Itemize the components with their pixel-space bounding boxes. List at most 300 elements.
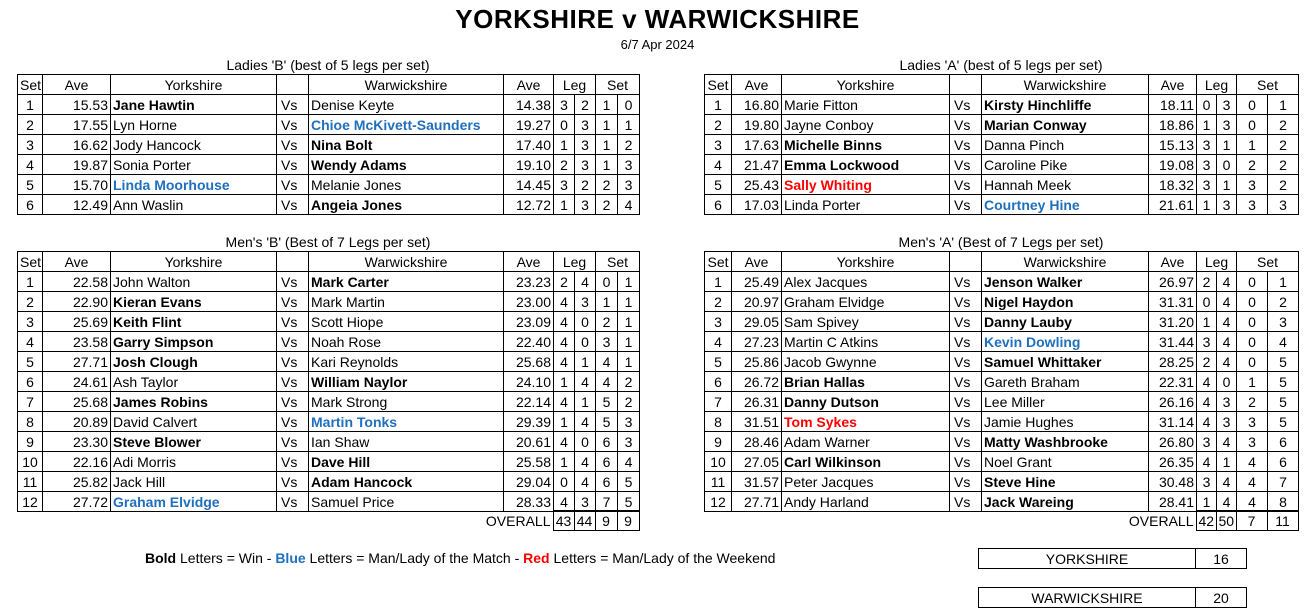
leg-yorkshire: 1 <box>554 135 575 155</box>
set-yorkshire: 3 <box>1237 412 1268 432</box>
set-number: 2 <box>705 292 732 312</box>
header-yorkshire: Yorkshire <box>111 75 277 95</box>
warwickshire-average: 20.61 <box>504 432 554 452</box>
header-leg: Leg <box>554 75 596 95</box>
set-number: 11 <box>705 472 732 492</box>
yorkshire-average: 23.58 <box>43 332 111 352</box>
vs-label: Vs <box>277 352 309 372</box>
set-warwickshire: 2 <box>618 392 640 412</box>
header-row <box>18 252 640 272</box>
leg-yorkshire: 4 <box>1197 452 1217 472</box>
yorkshire-player: Lyn Horne <box>111 115 277 135</box>
leg-yorkshire: 3 <box>1197 472 1217 492</box>
warwickshire-average: 15.13 <box>1149 135 1197 155</box>
set-number: 6 <box>705 372 732 392</box>
set-yorkshire: 1 <box>596 292 618 312</box>
vs-label: Vs <box>950 175 982 195</box>
total-score: 16 <box>1196 549 1247 569</box>
warwickshire-average: 25.68 <box>504 352 554 372</box>
set-warwickshire: 7 <box>1268 472 1299 492</box>
yorkshire-average: 22.16 <box>43 452 111 472</box>
warwickshire-player: Kirsty Hinchliffe <box>982 95 1149 115</box>
header-warwickshire: Warwickshire <box>982 75 1149 95</box>
set-warwickshire: 8 <box>1268 492 1299 512</box>
vs-label: Vs <box>950 155 982 175</box>
total-team-name: WARWICKSHIRE <box>979 588 1196 608</box>
warwickshire-player: Mark Carter <box>309 272 504 292</box>
header-set: Set <box>705 252 732 272</box>
warwickshire-average: 28.41 <box>1149 492 1197 512</box>
yorkshire-average: 25.86 <box>732 352 782 372</box>
leg-yorkshire: 1 <box>554 195 575 215</box>
warwickshire-average: 31.44 <box>1149 332 1197 352</box>
leg-yorkshire: 4 <box>554 312 575 332</box>
legend-red: Red <box>523 550 550 566</box>
vs-label: Vs <box>277 175 309 195</box>
warwickshire-player: Chioe McKivett-Saunders <box>309 115 504 135</box>
set-warwickshire: 3 <box>618 432 640 452</box>
yorkshire-average: 17.03 <box>732 195 782 215</box>
vs-label: Vs <box>950 472 982 492</box>
vs-label: Vs <box>277 492 309 512</box>
leg-yorkshire: 3 <box>554 95 575 115</box>
set-yorkshire: 3 <box>1237 195 1268 215</box>
warwickshire-average: 21.61 <box>1149 195 1197 215</box>
leg-yorkshire: 4 <box>1197 372 1217 392</box>
legend-blue-text: Letters = Man/Lady of the Match - <box>305 550 524 566</box>
warwickshire-average: 31.31 <box>1149 292 1197 312</box>
warwickshire-player: Melanie Jones <box>309 175 504 195</box>
leg-warwickshire: 4 <box>1217 492 1237 512</box>
vs-label: Vs <box>950 372 982 392</box>
warwickshire-average: 25.58 <box>504 452 554 472</box>
yorkshire-player: Garry Simpson <box>111 332 277 352</box>
leg-warwickshire: 3 <box>575 195 596 215</box>
set-number: 12 <box>18 492 43 512</box>
leg-yorkshire: 4 <box>554 332 575 352</box>
warwickshire-player: Martin Tonks <box>309 412 504 432</box>
leg-warwickshire: 3 <box>1217 392 1237 412</box>
set-number: 12 <box>705 492 732 512</box>
header-vs-blank <box>277 252 309 272</box>
warwickshire-player: Denise Keyte <box>309 95 504 115</box>
leg-warwickshire: 3 <box>1217 195 1237 215</box>
set-warwickshire: 5 <box>1268 412 1299 432</box>
header-leg: Leg <box>554 252 596 272</box>
vs-label: Vs <box>277 195 309 215</box>
set-number: 10 <box>18 452 43 472</box>
yorkshire-average: 21.47 <box>732 155 782 175</box>
yorkshire-average: 31.57 <box>732 472 782 492</box>
header-warwickshire: Warwickshire <box>309 75 504 95</box>
set-warwickshire: 3 <box>618 412 640 432</box>
overall-leg-yorkshire: 43 <box>553 511 574 531</box>
yorkshire-player: Sam Spivey <box>782 312 950 332</box>
warwickshire-player: Danny Lauby <box>982 312 1149 332</box>
yorkshire-player: Graham Elvidge <box>111 492 277 512</box>
vs-label: Vs <box>950 492 982 512</box>
warwickshire-total <box>978 587 1247 608</box>
vs-label: Vs <box>950 452 982 472</box>
warwickshire-player: Kevin Dowling <box>982 332 1149 352</box>
vs-label: Vs <box>950 135 982 155</box>
warwickshire-average: 29.39 <box>504 412 554 432</box>
leg-warwickshire: 3 <box>575 135 596 155</box>
yorkshire-player: Kieran Evans <box>111 292 277 312</box>
header-row <box>705 75 1299 95</box>
set-warwickshire: 5 <box>1268 392 1299 412</box>
set-warwickshire: 5 <box>618 492 640 512</box>
mens-a-results-table <box>704 251 1299 512</box>
set-warwickshire: 2 <box>1268 292 1299 312</box>
yorkshire-player: Sally Whiting <box>782 175 950 195</box>
table-row <box>18 155 640 175</box>
header-ave: Ave <box>1149 252 1197 272</box>
set-warwickshire: 3 <box>618 155 640 175</box>
header-set: Set <box>705 75 732 95</box>
yorkshire-player: Marie Fitton <box>782 95 950 115</box>
set-number: 1 <box>705 95 732 115</box>
vs-label: Vs <box>277 135 309 155</box>
set-number: 1 <box>18 95 43 115</box>
leg-warwickshire: 1 <box>575 352 596 372</box>
set-warwickshire: 6 <box>1268 432 1299 452</box>
leg-warwickshire: 4 <box>1217 272 1237 292</box>
set-yorkshire: 0 <box>1237 352 1268 372</box>
leg-yorkshire: 3 <box>1197 332 1217 352</box>
overall-set-warwickshire: 9 <box>617 511 639 531</box>
set-number: 2 <box>18 115 43 135</box>
table-row <box>18 372 640 392</box>
yorkshire-average: 27.23 <box>732 332 782 352</box>
leg-warwickshire: 4 <box>1217 432 1237 452</box>
yorkshire-player: Jacob Gwynne <box>782 352 950 372</box>
set-yorkshire: 0 <box>1237 292 1268 312</box>
vs-label: Vs <box>950 115 982 135</box>
set-yorkshire: 0 <box>596 272 618 292</box>
table-row <box>705 452 1299 472</box>
leg-warwickshire: 1 <box>1217 135 1237 155</box>
leg-warwickshire: 3 <box>575 155 596 175</box>
yorkshire-average: 28.46 <box>732 432 782 452</box>
yorkshire-average: 27.71 <box>732 492 782 512</box>
set-yorkshire: 2 <box>596 195 618 215</box>
leg-warwickshire: 4 <box>1217 332 1237 352</box>
set-yorkshire: 6 <box>596 432 618 452</box>
leg-yorkshire: 4 <box>1197 392 1217 412</box>
leg-yorkshire: 1 <box>554 372 575 392</box>
set-yorkshire: 2 <box>596 312 618 332</box>
header-ave: Ave <box>732 75 782 95</box>
yorkshire-player: Tom Sykes <box>782 412 950 432</box>
leg-warwickshire: 2 <box>575 95 596 115</box>
table-row <box>18 492 640 512</box>
yorkshire-player: Josh Clough <box>111 352 277 372</box>
warwickshire-average: 18.11 <box>1149 95 1197 115</box>
set-warwickshire: 2 <box>618 135 640 155</box>
leg-yorkshire: 3 <box>1197 135 1217 155</box>
yorkshire-player: Jack Hill <box>111 472 277 492</box>
warwickshire-player: Steve Hine <box>982 472 1149 492</box>
header-leg: Leg <box>1197 75 1237 95</box>
table-row <box>705 332 1299 352</box>
yorkshire-average: 17.63 <box>732 135 782 155</box>
leg-warwickshire: 0 <box>575 312 596 332</box>
yorkshire-average: 19.80 <box>732 115 782 135</box>
set-yorkshire: 4 <box>1237 452 1268 472</box>
set-yorkshire: 5 <box>596 392 618 412</box>
total-team-name: YORKSHIRE <box>979 549 1196 569</box>
warwickshire-average: 19.08 <box>1149 155 1197 175</box>
overall-set-warwickshire: 11 <box>1267 511 1298 531</box>
vs-label: Vs <box>277 472 309 492</box>
set-number: 9 <box>705 432 732 452</box>
set-warwickshire: 2 <box>1268 155 1299 175</box>
yorkshire-average: 25.49 <box>732 272 782 292</box>
warwickshire-average: 19.27 <box>504 115 554 135</box>
leg-warwickshire: 4 <box>1217 292 1237 312</box>
header-ave: Ave <box>1149 75 1197 95</box>
header-vs-blank <box>950 252 982 272</box>
set-yorkshire: 4 <box>596 372 618 392</box>
header-set-score: Set <box>596 75 640 95</box>
leg-warwickshire: 1 <box>1217 175 1237 195</box>
table-row <box>18 352 640 372</box>
set-warwickshire: 3 <box>1268 312 1299 332</box>
leg-yorkshire: 1 <box>1197 312 1217 332</box>
table-row <box>705 155 1299 175</box>
table-row <box>18 472 640 492</box>
yorkshire-player: Ann Waslin <box>111 195 277 215</box>
set-yorkshire: 6 <box>596 452 618 472</box>
yorkshire-player: Linda Moorhouse <box>111 175 277 195</box>
set-warwickshire: 4 <box>1268 332 1299 352</box>
set-yorkshire: 3 <box>596 332 618 352</box>
warwickshire-average: 17.40 <box>504 135 554 155</box>
table-row <box>705 115 1299 135</box>
header-yorkshire: Yorkshire <box>111 252 277 272</box>
vs-label: Vs <box>277 115 309 135</box>
yorkshire-average: 22.58 <box>43 272 111 292</box>
warwickshire-player: Caroline Pike <box>982 155 1149 175</box>
set-yorkshire: 4 <box>1237 492 1268 512</box>
warwickshire-average: 28.33 <box>504 492 554 512</box>
yorkshire-player: James Robins <box>111 392 277 412</box>
leg-yorkshire: 1 <box>1197 195 1217 215</box>
leg-warwickshire: 2 <box>575 175 596 195</box>
set-number: 6 <box>18 195 43 215</box>
yorkshire-player: Brian Hallas <box>782 372 950 392</box>
set-warwickshire: 2 <box>1268 175 1299 195</box>
table-row <box>18 432 640 452</box>
set-yorkshire: 6 <box>596 472 618 492</box>
set-yorkshire: 3 <box>1237 175 1268 195</box>
set-yorkshire: 1 <box>596 95 618 115</box>
warwickshire-average: 28.25 <box>1149 352 1197 372</box>
vs-label: Vs <box>950 352 982 372</box>
vs-label: Vs <box>950 292 982 312</box>
leg-warwickshire: 1 <box>1217 452 1237 472</box>
warwickshire-player: Wendy Adams <box>309 155 504 175</box>
yorkshire-average: 12.49 <box>43 195 111 215</box>
set-warwickshire: 6 <box>1268 452 1299 472</box>
set-yorkshire: 1 <box>596 115 618 135</box>
overall-leg-warwickshire: 50 <box>1216 511 1236 531</box>
set-warwickshire: 1 <box>618 272 640 292</box>
warwickshire-player: Kari Reynolds <box>309 352 504 372</box>
yorkshire-player: Danny Dutson <box>782 392 950 412</box>
leg-yorkshire: 2 <box>1197 272 1217 292</box>
vs-label: Vs <box>950 272 982 292</box>
warwickshire-average: 14.38 <box>504 95 554 115</box>
set-warwickshire: 1 <box>618 352 640 372</box>
table-row <box>705 95 1299 115</box>
table-row <box>705 432 1299 452</box>
set-yorkshire: 0 <box>1237 312 1268 332</box>
vs-label: Vs <box>950 195 982 215</box>
overall-leg-yorkshire: 42 <box>1196 511 1216 531</box>
warwickshire-average: 29.04 <box>504 472 554 492</box>
set-warwickshire: 1 <box>618 292 640 312</box>
leg-yorkshire: 4 <box>554 432 575 452</box>
header-leg: Leg <box>1197 252 1237 272</box>
warwickshire-player: Angeia Jones <box>309 195 504 215</box>
warwickshire-average: 26.35 <box>1149 452 1197 472</box>
yorkshire-average: 25.43 <box>732 175 782 195</box>
warwickshire-player: Hannah Meek <box>982 175 1149 195</box>
leg-yorkshire: 4 <box>554 392 575 412</box>
mens-b-caption: Men's 'B' (Best of 7 Legs per set) <box>225 234 431 250</box>
set-number: 3 <box>18 135 43 155</box>
set-warwickshire: 2 <box>1268 135 1299 155</box>
set-number: 8 <box>18 412 43 432</box>
set-yorkshire: 2 <box>596 175 618 195</box>
set-number: 1 <box>705 272 732 292</box>
table-row <box>18 195 640 215</box>
set-number: 1 <box>18 272 43 292</box>
table-row <box>18 135 640 155</box>
ladies-b-results-table <box>17 74 640 215</box>
yorkshire-average: 31.51 <box>732 412 782 432</box>
vs-label: Vs <box>277 432 309 452</box>
table-row <box>18 292 640 312</box>
header-warwickshire: Warwickshire <box>309 252 504 272</box>
vs-label: Vs <box>277 272 309 292</box>
warwickshire-average: 19.10 <box>504 155 554 175</box>
set-yorkshire: 0 <box>1237 115 1268 135</box>
mens-a-overall <box>1110 510 1299 531</box>
set-warwickshire: 0 <box>618 95 640 115</box>
yorkshire-player: Peter Jacques <box>782 472 950 492</box>
yorkshire-average: 15.53 <box>43 95 111 115</box>
warwickshire-average: 26.16 <box>1149 392 1197 412</box>
yorkshire-average: 23.30 <box>43 432 111 452</box>
set-yorkshire: 2 <box>1237 392 1268 412</box>
yorkshire-player: Steve Blower <box>111 432 277 452</box>
mens-b-overall <box>460 510 640 531</box>
legend-red-text: Letters = Man/Lady of the Weekend <box>549 550 776 566</box>
table-row <box>18 332 640 352</box>
leg-warwickshire: 4 <box>1217 352 1237 372</box>
mens-b-results-table <box>17 251 640 512</box>
yorkshire-average: 16.80 <box>732 95 782 115</box>
set-yorkshire: 1 <box>596 135 618 155</box>
set-warwickshire: 2 <box>1268 115 1299 135</box>
leg-yorkshire: 2 <box>1197 352 1217 372</box>
warwickshire-player: Marian Conway <box>982 115 1149 135</box>
ladies-a-caption: Ladies 'A' (best of 5 legs per set) <box>899 57 1103 73</box>
vs-label: Vs <box>277 332 309 352</box>
leg-warwickshire: 4 <box>575 452 596 472</box>
leg-yorkshire: 1 <box>554 452 575 472</box>
warwickshire-average: 22.14 <box>504 392 554 412</box>
yorkshire-player: John Walton <box>111 272 277 292</box>
vs-label: Vs <box>950 312 982 332</box>
table-row <box>705 272 1299 292</box>
yorkshire-player: Michelle Binns <box>782 135 950 155</box>
warwickshire-average: 22.40 <box>504 332 554 352</box>
table-row <box>18 175 640 195</box>
table-row <box>705 472 1299 492</box>
set-number: 4 <box>705 332 732 352</box>
yorkshire-player: Ash Taylor <box>111 372 277 392</box>
warwickshire-player: Jenson Walker <box>982 272 1149 292</box>
yorkshire-player: David Calvert <box>111 412 277 432</box>
header-set-score: Set <box>1237 252 1299 272</box>
leg-yorkshire: 3 <box>1197 432 1217 452</box>
warwickshire-average: 26.97 <box>1149 272 1197 292</box>
table-row <box>705 392 1299 412</box>
set-yorkshire: 4 <box>1237 472 1268 492</box>
leg-warwickshire: 3 <box>1217 115 1237 135</box>
table-row <box>705 312 1299 332</box>
set-number: 2 <box>705 115 732 135</box>
leg-warwickshire: 0 <box>1217 155 1237 175</box>
overall-set-yorkshire: 7 <box>1236 511 1267 531</box>
warwickshire-player: Matty Washbrooke <box>982 432 1149 452</box>
leg-warwickshire: 4 <box>575 412 596 432</box>
yorkshire-player: Adam Warner <box>782 432 950 452</box>
leg-yorkshire: 3 <box>1197 175 1217 195</box>
leg-warwickshire: 0 <box>575 332 596 352</box>
table-row <box>18 312 640 332</box>
set-warwickshire: 1 <box>618 312 640 332</box>
warwickshire-player: Mark Martin <box>309 292 504 312</box>
yorkshire-player: Linda Porter <box>782 195 950 215</box>
vs-label: Vs <box>950 392 982 412</box>
set-yorkshire: 0 <box>1237 332 1268 352</box>
set-number: 2 <box>18 292 43 312</box>
table-row <box>705 195 1299 215</box>
set-yorkshire: 4 <box>596 352 618 372</box>
warwickshire-average: 14.45 <box>504 175 554 195</box>
leg-yorkshire: 0 <box>554 115 575 135</box>
vs-label: Vs <box>277 412 309 432</box>
warwickshire-player: Adam Hancock <box>309 472 504 492</box>
warwickshire-average: 18.32 <box>1149 175 1197 195</box>
header-ave: Ave <box>504 252 554 272</box>
leg-warwickshire: 0 <box>1217 372 1237 392</box>
yorkshire-player: Jayne Conboy <box>782 115 950 135</box>
set-number: 6 <box>705 195 732 215</box>
match-date: 6/7 Apr 2024 <box>620 37 695 52</box>
ladies-a-results-table <box>704 74 1299 215</box>
set-yorkshire: 1 <box>1237 372 1268 392</box>
table-row <box>18 115 640 135</box>
yorkshire-player: Jane Hawtin <box>111 95 277 115</box>
table-row <box>705 412 1299 432</box>
yorkshire-average: 16.62 <box>43 135 111 155</box>
